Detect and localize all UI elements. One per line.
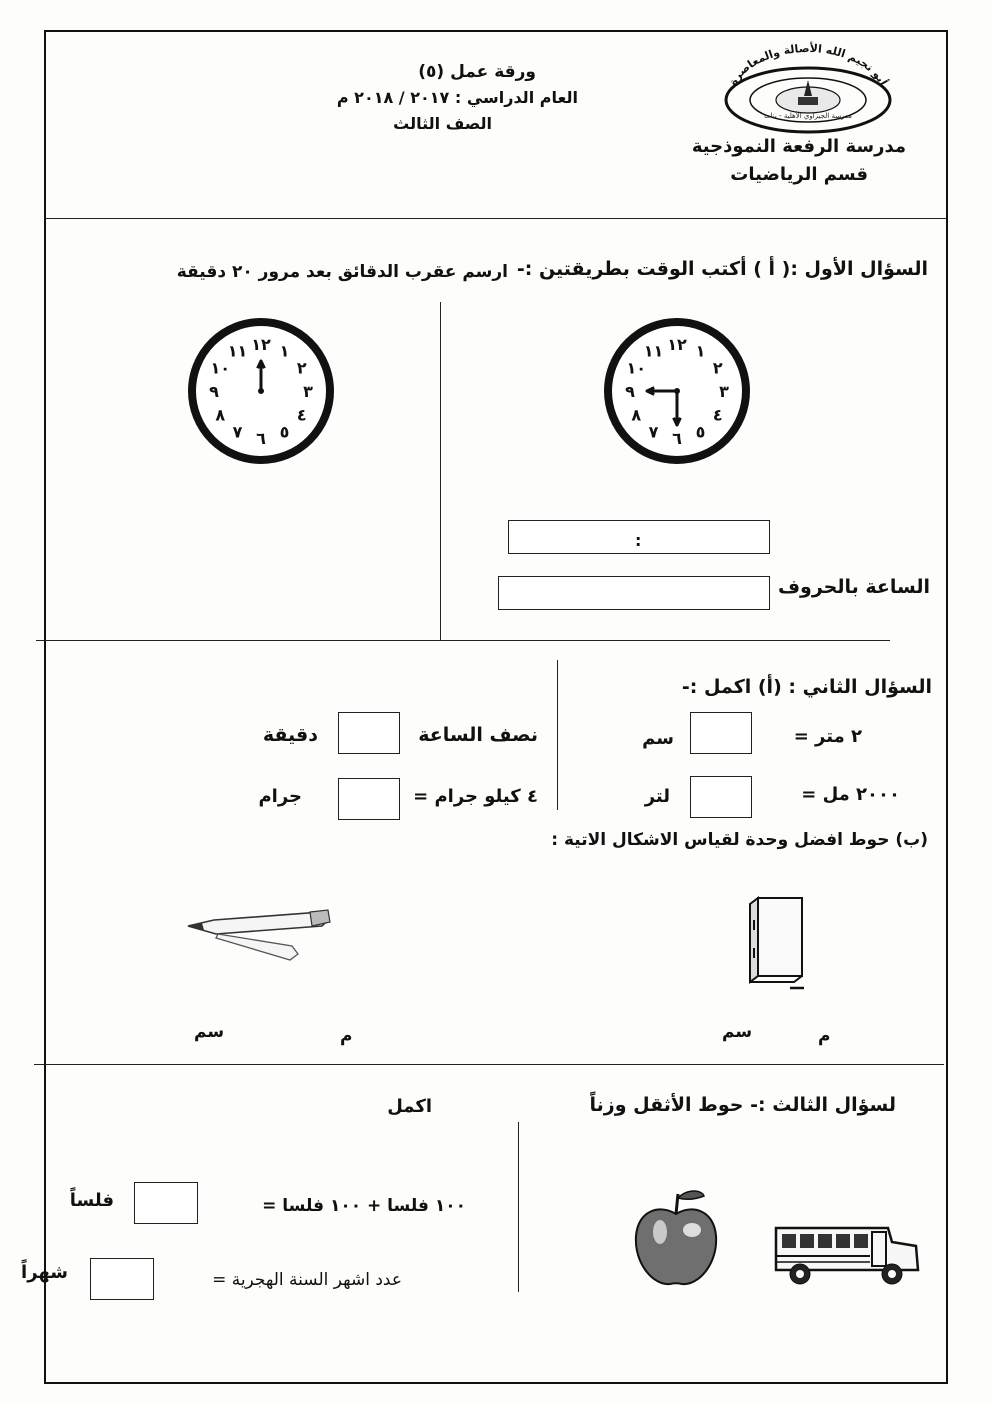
q3-eq2-b: شهراً	[21, 1262, 68, 1283]
q2-answer-box-4[interactable]	[338, 778, 400, 820]
clock-right-number-2: ٢	[712, 358, 723, 378]
clock-left	[188, 318, 334, 464]
clock-right	[604, 318, 750, 464]
pencil-unit-cm[interactable]: سم	[194, 1022, 225, 1042]
academic-year: العام الدراسي : ٢٠١٧ / ٢٠١٨ م	[336, 88, 578, 107]
q2-row2-left-b: جرام	[258, 786, 302, 807]
clock-right-number-6: ٦	[672, 429, 682, 448]
school-name: مدرسة الرفعة النموذجية	[691, 136, 906, 157]
q2-row1-left-a: نصف الساعة	[418, 724, 538, 746]
q2-part-b: (ب) حوط افضل وحدة لقياس الاشكال الاتية :	[551, 830, 928, 850]
q2-answer-box-3[interactable]	[690, 776, 752, 818]
q3-eq1-b: فلساً	[69, 1190, 114, 1211]
clock-left-number-10: ١٠	[210, 358, 231, 378]
clock-left-number-4: ٤	[296, 405, 307, 425]
clock-right-center	[674, 388, 680, 394]
q1-column-divider	[440, 302, 441, 640]
q1-draw-instruction: ارسم عقرب الدقائق بعد مرور ٢٠ دقيقة	[176, 262, 508, 282]
q2-row2-right-a: ٢٠٠٠ مل =	[801, 784, 900, 805]
clock-left-number-12: ١٢	[251, 335, 271, 354]
q2-divider	[34, 1064, 944, 1065]
clock-right-number-9: ٩	[625, 382, 635, 401]
book-unit-m[interactable]: م	[818, 1026, 831, 1046]
time-in-words-box[interactable]	[498, 576, 770, 610]
q2-title: السؤال الثاني : (أ) اكمل :-	[681, 676, 932, 698]
logo-motto: أبو نجيم الله الأصالة والمعاصرة	[726, 41, 890, 88]
clock-left-number-8: ٨	[215, 405, 226, 425]
department-name: قسم الرياضيات	[730, 164, 868, 185]
clock-right-number-10: ١٠	[626, 358, 647, 378]
q3-eq2-a: عدد اشهر السنة الهجرية =	[212, 1270, 402, 1290]
pencil-unit-m[interactable]: م	[340, 1026, 353, 1046]
worksheet-title: ورقة عمل (٥)	[418, 62, 536, 82]
clock-left-center	[258, 388, 264, 394]
q2-row1-right-a: ٢ متر =	[793, 726, 862, 747]
time-in-words-label: الساعة بالحروف	[777, 576, 930, 598]
pencil-image	[182, 906, 332, 966]
clock-right-number-11: ١١	[643, 341, 664, 361]
clock-left-number-3: ٣	[303, 382, 313, 401]
q2-row2-right-b: لتر	[644, 786, 670, 807]
clock-right-number-5: ٥	[695, 422, 706, 442]
q2-row1-right-b: سم	[642, 728, 674, 749]
clock-left-number-6: ٦	[256, 429, 266, 448]
grade-label: الصف الثالث	[393, 114, 492, 133]
time-separator: :	[635, 531, 642, 550]
logo-inner-text: مدرسة الجيزاوي الأهلية - بنات	[764, 112, 852, 120]
header-divider	[44, 218, 946, 219]
svg-text:أبو نجيم الله الأصالة والمعاصر	[726, 41, 890, 88]
q2-row2-left-a: ٤ كيلو جرام =	[413, 786, 538, 807]
q1-title: السؤال الأول :( أ ) أكتب الوقت بطريقتين :-	[516, 258, 928, 280]
clock-left-number-7: ٧	[232, 422, 243, 442]
q3-title: لسؤال الثالث :- حوط الأثقل وزناً	[589, 1094, 896, 1116]
q2-answer-box-1[interactable]	[690, 712, 752, 754]
clock-right-number-3: ٣	[719, 382, 729, 401]
clock-left-number-11: ١١	[227, 341, 248, 361]
q3-column-divider	[518, 1122, 519, 1292]
digital-time-box[interactable]	[508, 520, 770, 554]
clock-left-number-1: ١	[279, 341, 290, 361]
worksheet-frame	[44, 30, 948, 1384]
book-image	[740, 890, 812, 990]
q2-column-divider	[557, 660, 558, 810]
clock-left-number-9: ٩	[209, 382, 219, 401]
q3-complete-label: اكمل	[387, 1096, 432, 1117]
q1-divider	[36, 640, 890, 641]
apple-image	[630, 1186, 722, 1290]
clock-right-number-7: ٧	[648, 422, 659, 442]
clock-right-number-12: ١٢	[667, 335, 687, 354]
clock-right-number-8: ٨	[631, 405, 642, 425]
q3-answer-box-1[interactable]	[134, 1182, 198, 1224]
bus-image	[770, 1222, 922, 1288]
q3-eq1-a: ١٠٠ فلسا + ١٠٠ فلسا =	[262, 1196, 466, 1216]
book-unit-cm[interactable]: سم	[722, 1022, 753, 1042]
clock-left-number-5: ٥	[279, 422, 290, 442]
q3-answer-box-2[interactable]	[90, 1258, 154, 1300]
q2-row1-left-b: دقيقة	[262, 724, 318, 746]
q2-answer-box-2[interactable]	[338, 712, 400, 754]
clock-right-number-1: ١	[695, 341, 706, 361]
clock-left-number-2: ٢	[296, 358, 307, 378]
school-logo	[718, 42, 898, 134]
clock-right-number-4: ٤	[712, 405, 723, 425]
